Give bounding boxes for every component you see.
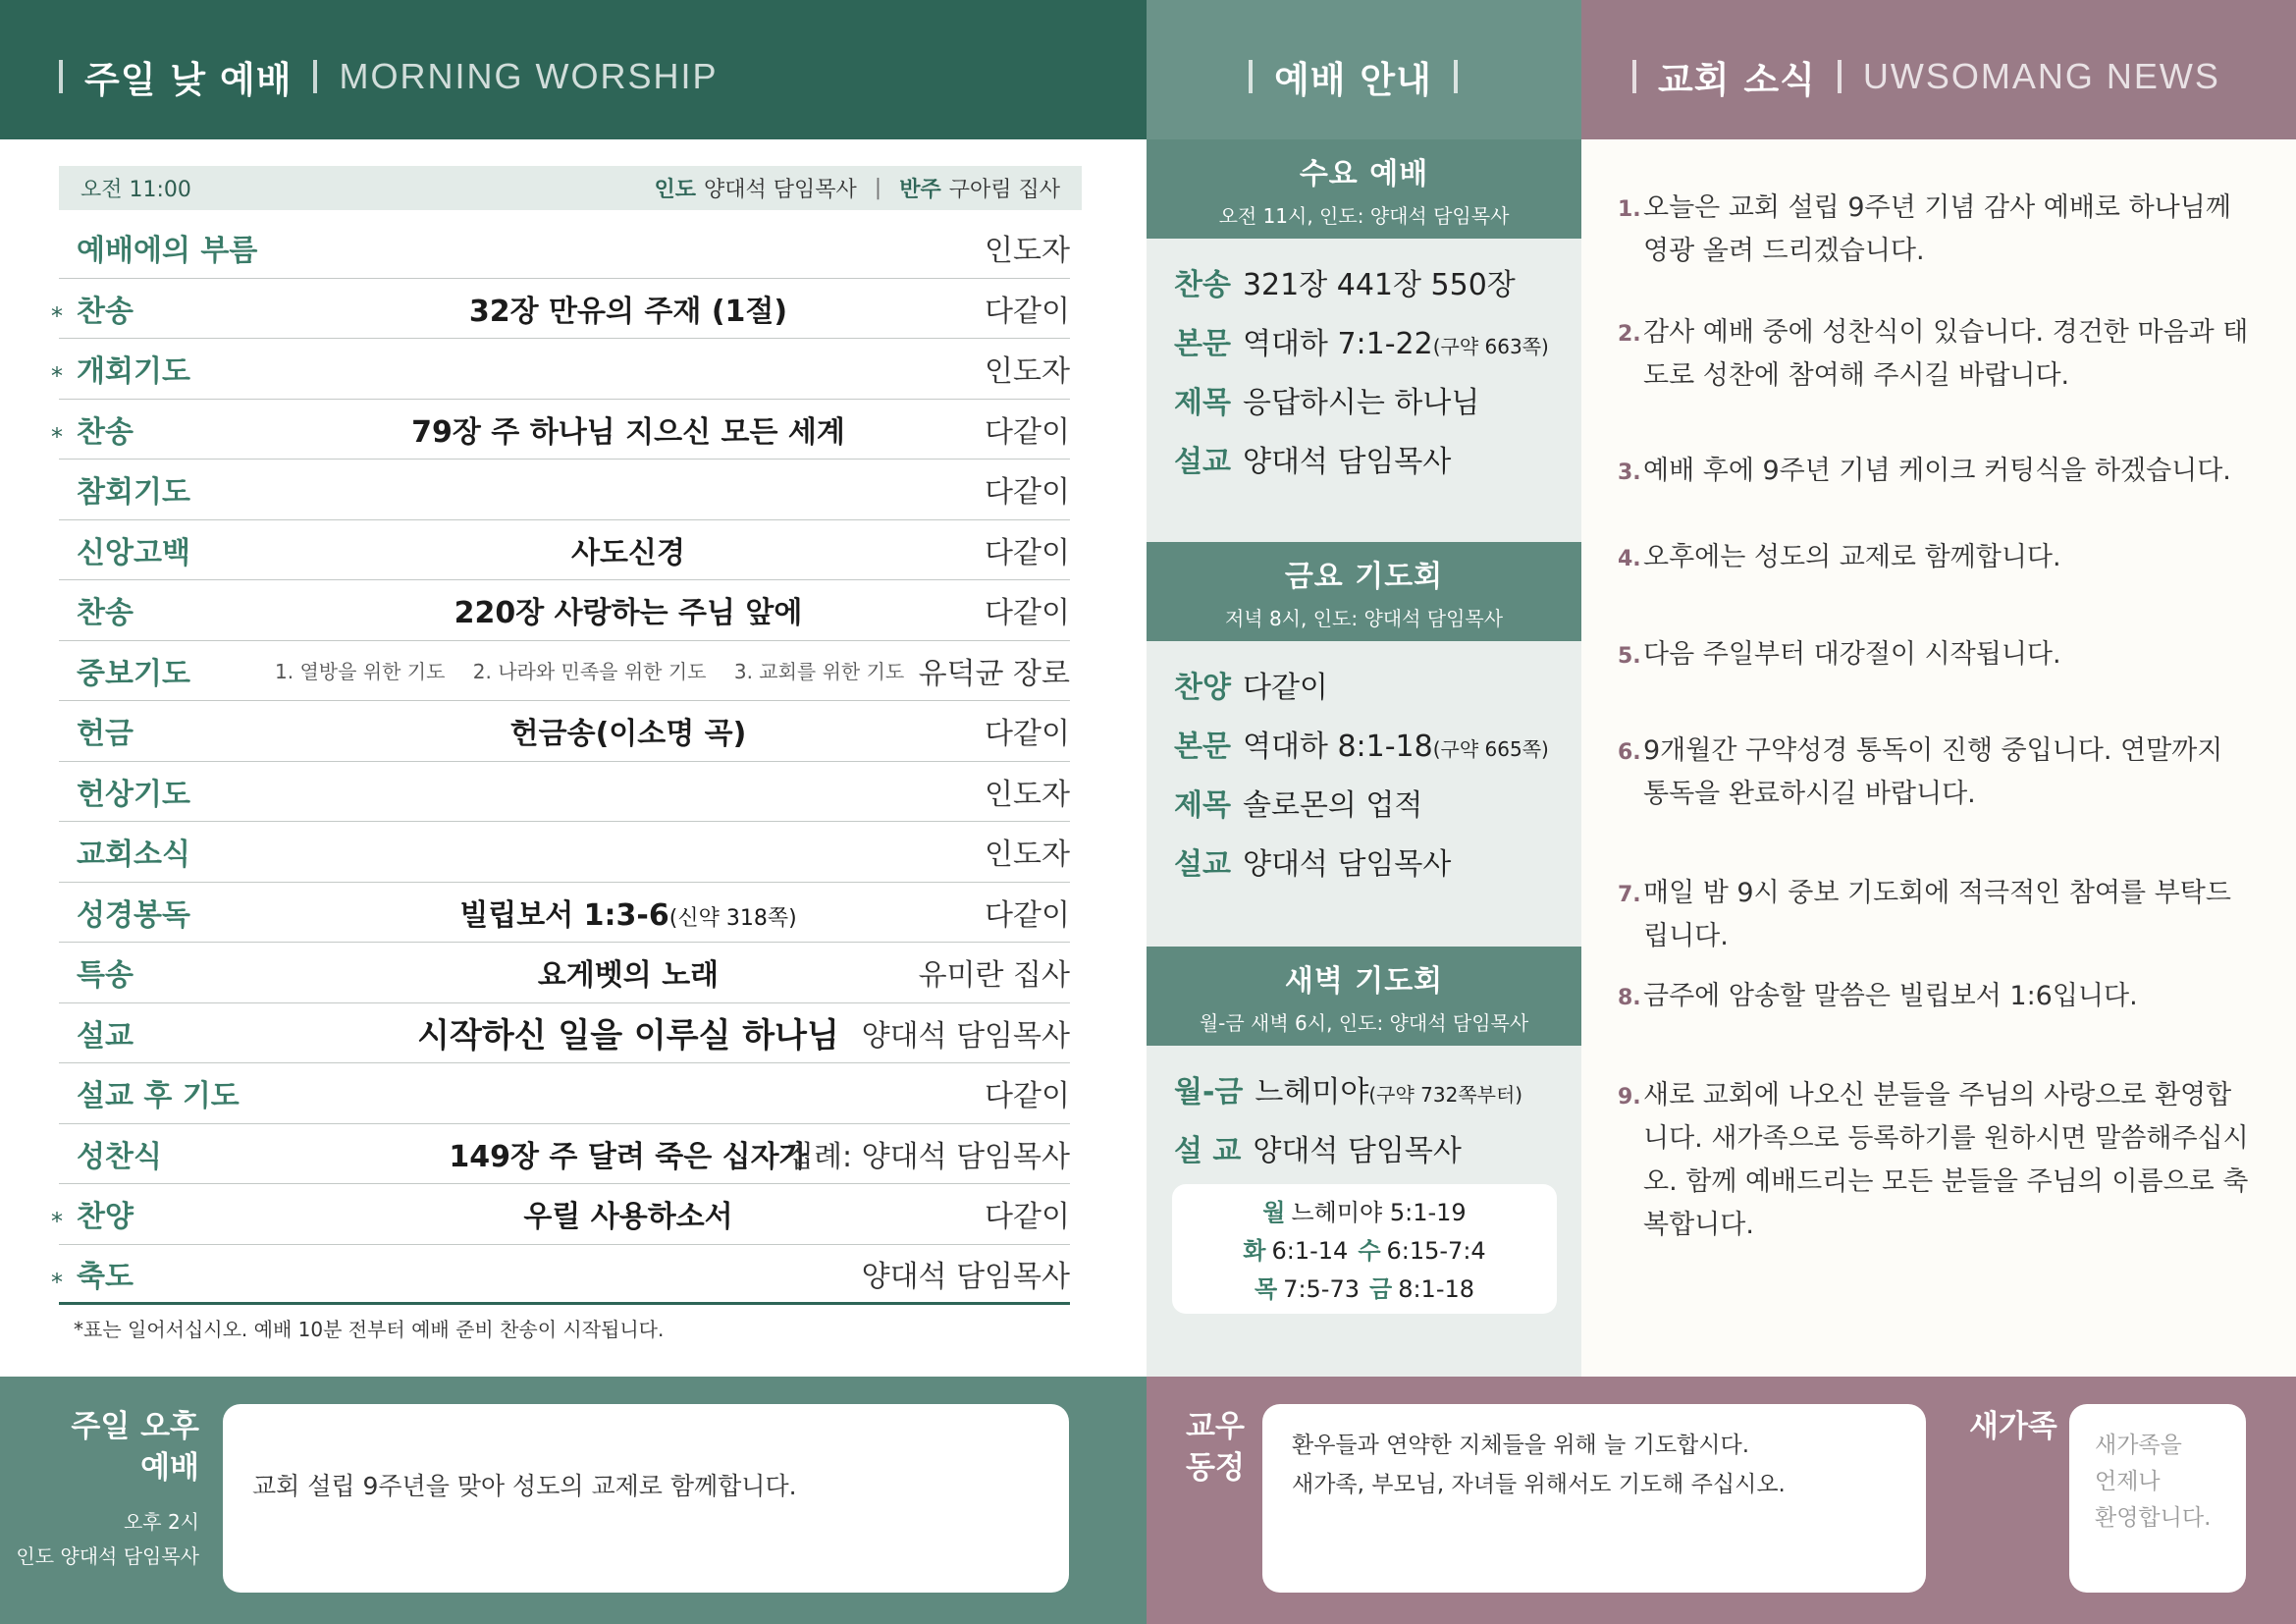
friday-prayer-header xyxy=(1147,542,1581,641)
detail-value: 느헤미야 xyxy=(1255,1075,1369,1110)
header-divider xyxy=(1249,60,1253,93)
order-item-leader: 유미란 집사 xyxy=(918,958,1070,994)
news-number: 1. xyxy=(1618,197,1641,222)
lead-name: 양대석 담임목사 xyxy=(704,178,857,202)
new-family-card xyxy=(2069,1404,2246,1593)
order-row xyxy=(59,762,1070,823)
order-item-name: 예배에의 부름 xyxy=(77,234,258,269)
new-family-line: 언제나 xyxy=(2095,1469,2161,1494)
info-separator: | xyxy=(874,176,882,200)
dawn-reading-schedule xyxy=(1172,1184,1557,1314)
detail-value: 양대석 담임목사 xyxy=(1253,1134,1462,1168)
detail-key: 찬송 xyxy=(1174,268,1231,302)
order-row xyxy=(59,218,1070,279)
friday-prayer-sub: 저녁 8시, 인도: 양대석 담임목사 xyxy=(1224,607,1504,630)
detail-value: 응답하시는 하나님 xyxy=(1242,386,1480,420)
news-number: 3. xyxy=(1618,460,1641,485)
news-text: 9개월간 구약성경 통독이 진행 중입니다. 연말까지 통독을 완료하시길 바랍니다. xyxy=(1643,735,2223,809)
order-of-worship xyxy=(51,218,1070,1305)
reading-passage: 7:5-73 xyxy=(1283,1275,1360,1303)
detail-value: 역대하 8:1-18 xyxy=(1242,730,1433,764)
afternoon-worship-card xyxy=(223,1404,1069,1593)
order-item-content: 사도신경 xyxy=(571,535,685,570)
news-item xyxy=(1618,187,2256,273)
news-number: 5. xyxy=(1618,644,1641,669)
fellowship-line: 환우들과 연약한 지체들을 위해 늘 기도합시다. xyxy=(1292,1433,1750,1458)
stand-marker: * xyxy=(51,301,63,330)
order-item-content: 149장 주 달려 죽은 십자가 xyxy=(449,1139,808,1174)
detail-line xyxy=(1174,836,1581,894)
news-item xyxy=(1618,450,2256,493)
order-item-leader: 다같이 xyxy=(985,475,1070,511)
order-item-leader: 다같이 xyxy=(985,535,1070,570)
order-item-name: 찬송 xyxy=(77,596,133,631)
news-item xyxy=(1618,872,2256,958)
intercession-topics xyxy=(275,656,962,684)
order-row xyxy=(59,520,1070,581)
order-row xyxy=(51,279,1070,340)
reading-day: 금 xyxy=(1369,1275,1393,1303)
order-item-leader: 집례: 양대석 담임목사 xyxy=(785,1139,1070,1174)
order-item-content: 우릴 사용하소서 xyxy=(523,1200,733,1235)
order-item-name: 교회소식 xyxy=(77,838,190,873)
order-item-content: 220장 사랑하는 주님 앞에 xyxy=(454,596,803,631)
intercession-topic: 1. 열방을 위한 기도 xyxy=(275,660,446,684)
order-item-leader: 다같이 xyxy=(985,717,1070,752)
detail-value: 양대석 담임목사 xyxy=(1242,445,1452,479)
dawn-prayer-title: 새벽 기도회 xyxy=(1284,964,1444,999)
order-item-name: 참회기도 xyxy=(77,475,190,511)
reading-day: 화 xyxy=(1243,1237,1266,1265)
order-item-leader: 다같이 xyxy=(985,414,1070,450)
header-divider xyxy=(313,60,317,93)
order-item-leader: 인도자 xyxy=(985,838,1070,873)
order-item-leader: 유덕균 장로 xyxy=(918,656,1070,691)
reading-day: 목 xyxy=(1254,1275,1278,1303)
reading-passage: 8:1-18 xyxy=(1398,1275,1475,1303)
detail-page-note: (구약 665쪽) xyxy=(1432,737,1549,761)
fellowship-card xyxy=(1262,1404,1926,1593)
order-item-name: 헌상기도 xyxy=(77,777,190,812)
reading-line xyxy=(1172,1194,1557,1232)
fellowship-line: 새가족, 부모님, 자녀들 위해서도 기도해 주십시오. xyxy=(1292,1472,1786,1497)
detail-key: 본문 xyxy=(1174,730,1231,764)
wednesday-service-title: 수요 예배 xyxy=(1299,157,1429,191)
detail-key: 설교 xyxy=(1174,847,1231,882)
detail-line xyxy=(1174,1122,1581,1181)
order-row xyxy=(59,1124,1070,1185)
morning-worship-title-ko: 주일 낮 예배 xyxy=(84,59,293,101)
order-row xyxy=(59,641,1070,702)
order-item-leader: 다같이 xyxy=(985,596,1070,631)
order-row xyxy=(59,1063,1070,1124)
new-family-line: 새가족을 xyxy=(2095,1433,2182,1458)
news-text: 다음 주일부터 대강절이 시작됩니다. xyxy=(1643,639,2061,670)
dawn-prayer xyxy=(1147,947,1581,1181)
reading-passage: 6:1-14 xyxy=(1271,1237,1349,1265)
order-item-leader: 다같이 xyxy=(985,1200,1070,1235)
dawn-prayer-sub: 월-금 새벽 6시, 인도: 양대석 담임목사 xyxy=(1199,1011,1529,1035)
detail-line xyxy=(1174,1063,1581,1122)
standing-footnote: *표는 일어서십시오. 예배 10분 전부터 예배 준비 찬송이 시작됩니다. xyxy=(74,1318,665,1341)
new-family-title: 새가족 xyxy=(1969,1409,2057,1444)
dawn-prayer-details xyxy=(1147,1046,1581,1181)
detail-line xyxy=(1174,659,1581,718)
detail-value: 321장 441장 550장 xyxy=(1242,268,1516,302)
worship-guide-panel xyxy=(1147,0,1581,1377)
news-number: 7. xyxy=(1618,883,1641,907)
afternoon-title-line: 예배 xyxy=(140,1450,199,1486)
order-item-leader: 인도자 xyxy=(985,354,1070,390)
news-text: 금주에 암송할 말씀은 빌립보서 1:6입니다. xyxy=(1643,981,2138,1011)
detail-key: 월-금 xyxy=(1174,1075,1244,1110)
order-item-name: 설교 후 기도 xyxy=(77,1079,240,1114)
news-text: 새로 교회에 나오신 분들을 주님의 사랑으로 환영합니다. 새가족으로 등록하기를 원하시면 말씀해주십시오. 함께 예배드리는 모든 분들을 주님의 이름으로 축복합니다. xyxy=(1643,1080,2249,1240)
order-item-leader: 양대석 담임목사 xyxy=(861,1018,1070,1054)
afternoon-worship-title xyxy=(71,1406,199,1489)
detail-page-note: (구약 732쪽부터) xyxy=(1368,1083,1523,1107)
news-item xyxy=(1618,311,2256,398)
reading-passage: 느헤미야 5:1-19 xyxy=(1291,1199,1467,1226)
detail-line xyxy=(1174,374,1581,433)
order-row xyxy=(59,460,1070,520)
order-item-leader: 다같이 xyxy=(985,294,1070,329)
wednesday-service-sub: 오전 11시, 인도: 양대석 담임목사 xyxy=(1218,204,1510,228)
order-item-name: 중보기도 xyxy=(77,656,190,691)
order-item-content: 32장 만유의 주재 (1절) xyxy=(468,294,788,329)
order-item-leader: 다같이 xyxy=(985,1079,1070,1114)
order-row xyxy=(59,1003,1070,1064)
afternoon-lead: 인도 양대석 담임목사 xyxy=(16,1544,199,1568)
scripture-reference: 빌립보서 1:3-6 xyxy=(459,897,669,933)
detail-key: 본문 xyxy=(1174,327,1231,361)
news-item xyxy=(1618,730,2256,816)
order-item-name: 특송 xyxy=(77,958,133,994)
fellowship-band xyxy=(1147,1377,2296,1624)
detail-line xyxy=(1174,718,1581,777)
news-text: 오후에는 성도의 교제로 함께합니다. xyxy=(1643,542,2061,572)
order-item-leader: 인도자 xyxy=(985,234,1070,269)
friday-prayer xyxy=(1147,542,1581,894)
stand-marker: * xyxy=(51,1268,63,1296)
news-text: 감사 예배 중에 성찬식이 있습니다. 경건한 마음과 태도로 성찬에 참여해 주시길 바랍니다. xyxy=(1643,317,2249,391)
lead-label: 인도 xyxy=(654,178,697,202)
order-item-content: 79장 주 하나님 지으신 모든 세계 xyxy=(411,414,845,450)
detail-key: 설 교 xyxy=(1174,1134,1242,1168)
order-item-name: 헌금 xyxy=(77,717,133,752)
order-row xyxy=(51,1184,1070,1245)
order-item-name: 찬양 xyxy=(77,1200,133,1235)
detail-value: 역대하 7:1-22 xyxy=(1242,327,1433,361)
order-item-name: 축도 xyxy=(77,1259,133,1294)
detail-key: 설교 xyxy=(1174,445,1231,479)
order-item-name: 성찬식 xyxy=(77,1139,162,1174)
sermon-title: 시작하신 일을 이루실 하나님 xyxy=(417,1016,839,1056)
news-text: 매일 밤 9시 중보 기도회에 적극적인 참여를 부탁드립니다. xyxy=(1643,878,2231,951)
detail-value: 솔로몬의 업적 xyxy=(1242,788,1423,823)
news-text: 오늘은 교회 설립 9주년 기념 감사 예배로 하나님께 영광 올려 드리겠습니다. xyxy=(1643,192,2231,266)
church-news-title-en: UWSOMANG NEWS xyxy=(1862,56,2220,96)
order-item-leader: 인도자 xyxy=(985,777,1070,812)
detail-line xyxy=(1174,256,1581,315)
accompanist-name: 구아림 집사 xyxy=(948,178,1060,202)
accompanist-label: 반주 xyxy=(899,178,941,202)
order-item-leader: 다같이 xyxy=(985,897,1070,933)
stand-marker: * xyxy=(51,1208,63,1235)
order-item-name: 신앙고백 xyxy=(77,535,190,570)
scripture-page-note: (신약 318쪽) xyxy=(668,905,797,931)
afternoon-time: 오후 2시 xyxy=(123,1510,199,1534)
dawn-prayer-header xyxy=(1147,947,1581,1046)
wednesday-service-details xyxy=(1147,239,1581,492)
header-divider xyxy=(59,60,63,93)
fellowship-title-line: 교우 xyxy=(1186,1409,1245,1444)
afternoon-worship-info xyxy=(16,1505,199,1574)
morning-worship-header xyxy=(0,0,1147,139)
wednesday-service xyxy=(1147,139,1581,492)
detail-key: 제목 xyxy=(1174,788,1231,823)
news-number: 9. xyxy=(1618,1085,1641,1110)
reading-day: 월 xyxy=(1262,1199,1286,1226)
news-item xyxy=(1618,975,2256,1018)
news-item xyxy=(1618,1074,2256,1247)
header-divider xyxy=(1838,60,1842,93)
wednesday-service-header xyxy=(1147,139,1581,239)
intercession-topic: 3. 교회를 위한 기도 xyxy=(733,660,905,684)
stand-marker: * xyxy=(51,422,63,451)
news-number: 2. xyxy=(1618,322,1641,347)
order-row xyxy=(59,701,1070,762)
order-row xyxy=(59,580,1070,641)
order-row xyxy=(59,883,1070,944)
fellowship-title-line: 동정 xyxy=(1186,1450,1245,1486)
reading-passage: 6:15-7:4 xyxy=(1386,1237,1486,1265)
news-text: 예배 후에 9주년 기념 케이크 커팅식을 하겠습니다. xyxy=(1643,456,2231,486)
church-news-title-ko: 교회 소식 xyxy=(1658,59,1816,101)
reading-line xyxy=(1172,1232,1557,1271)
detail-key: 찬양 xyxy=(1174,671,1231,705)
afternoon-title-line: 주일 오후 xyxy=(71,1409,199,1444)
fellowship-title xyxy=(1186,1406,1245,1489)
intercession-topic: 2. 나라와 민족을 위한 기도 xyxy=(472,660,707,684)
worship-guide-title: 예배 안내 xyxy=(1274,59,1432,101)
order-item-leader: 양대석 담임목사 xyxy=(861,1259,1070,1294)
reading-day: 수 xyxy=(1358,1237,1381,1265)
order-item-name: 찬송 xyxy=(77,414,133,450)
scripture-reading xyxy=(373,891,883,934)
order-item-name: 개회기도 xyxy=(77,354,190,390)
order-row xyxy=(51,1245,1070,1306)
order-item-content: 헌금송(이소명 곡) xyxy=(509,717,747,752)
order-item-content: 요게벳의 노래 xyxy=(537,958,720,994)
order-item-name: 설교 xyxy=(77,1018,133,1054)
church-news-header xyxy=(1581,0,2296,139)
afternoon-worship-band xyxy=(0,1377,1147,1624)
detail-key: 제목 xyxy=(1174,386,1231,420)
order-row xyxy=(51,400,1070,460)
detail-value: 다같이 xyxy=(1242,671,1328,705)
stand-marker: * xyxy=(51,362,63,390)
order-row xyxy=(59,943,1070,1003)
news-item xyxy=(1618,633,2256,677)
detail-line xyxy=(1174,433,1581,492)
news-number: 8. xyxy=(1618,986,1641,1010)
order-row xyxy=(51,339,1070,400)
order-item-name: 찬송 xyxy=(77,294,133,329)
news-item xyxy=(1618,536,2256,579)
afternoon-message: 교회 설립 9주년을 맞아 성도의 교제로 함께합니다. xyxy=(252,1472,797,1500)
detail-value: 양대석 담임목사 xyxy=(1242,847,1452,882)
news-number: 4. xyxy=(1618,547,1641,571)
detail-page-note: (구약 663쪽) xyxy=(1432,335,1549,358)
detail-line xyxy=(1174,315,1581,374)
friday-prayer-title: 금요 기도회 xyxy=(1284,560,1444,594)
header-divider xyxy=(1632,60,1636,93)
news-number: 6. xyxy=(1618,740,1641,765)
header-divider xyxy=(1454,60,1458,93)
morning-worship-title-en: MORNING WORSHIP xyxy=(339,56,719,96)
worship-info-bar xyxy=(59,166,1082,210)
reading-line xyxy=(1172,1271,1557,1309)
detail-line xyxy=(1174,777,1581,836)
friday-prayer-details xyxy=(1147,641,1581,894)
worship-guide-header xyxy=(1147,0,1581,139)
order-row xyxy=(59,822,1070,883)
order-item-name: 성경봉독 xyxy=(77,897,190,933)
new-family-line: 환영합니다. xyxy=(2095,1505,2212,1531)
worship-time: 오전 11:00 xyxy=(80,178,191,202)
